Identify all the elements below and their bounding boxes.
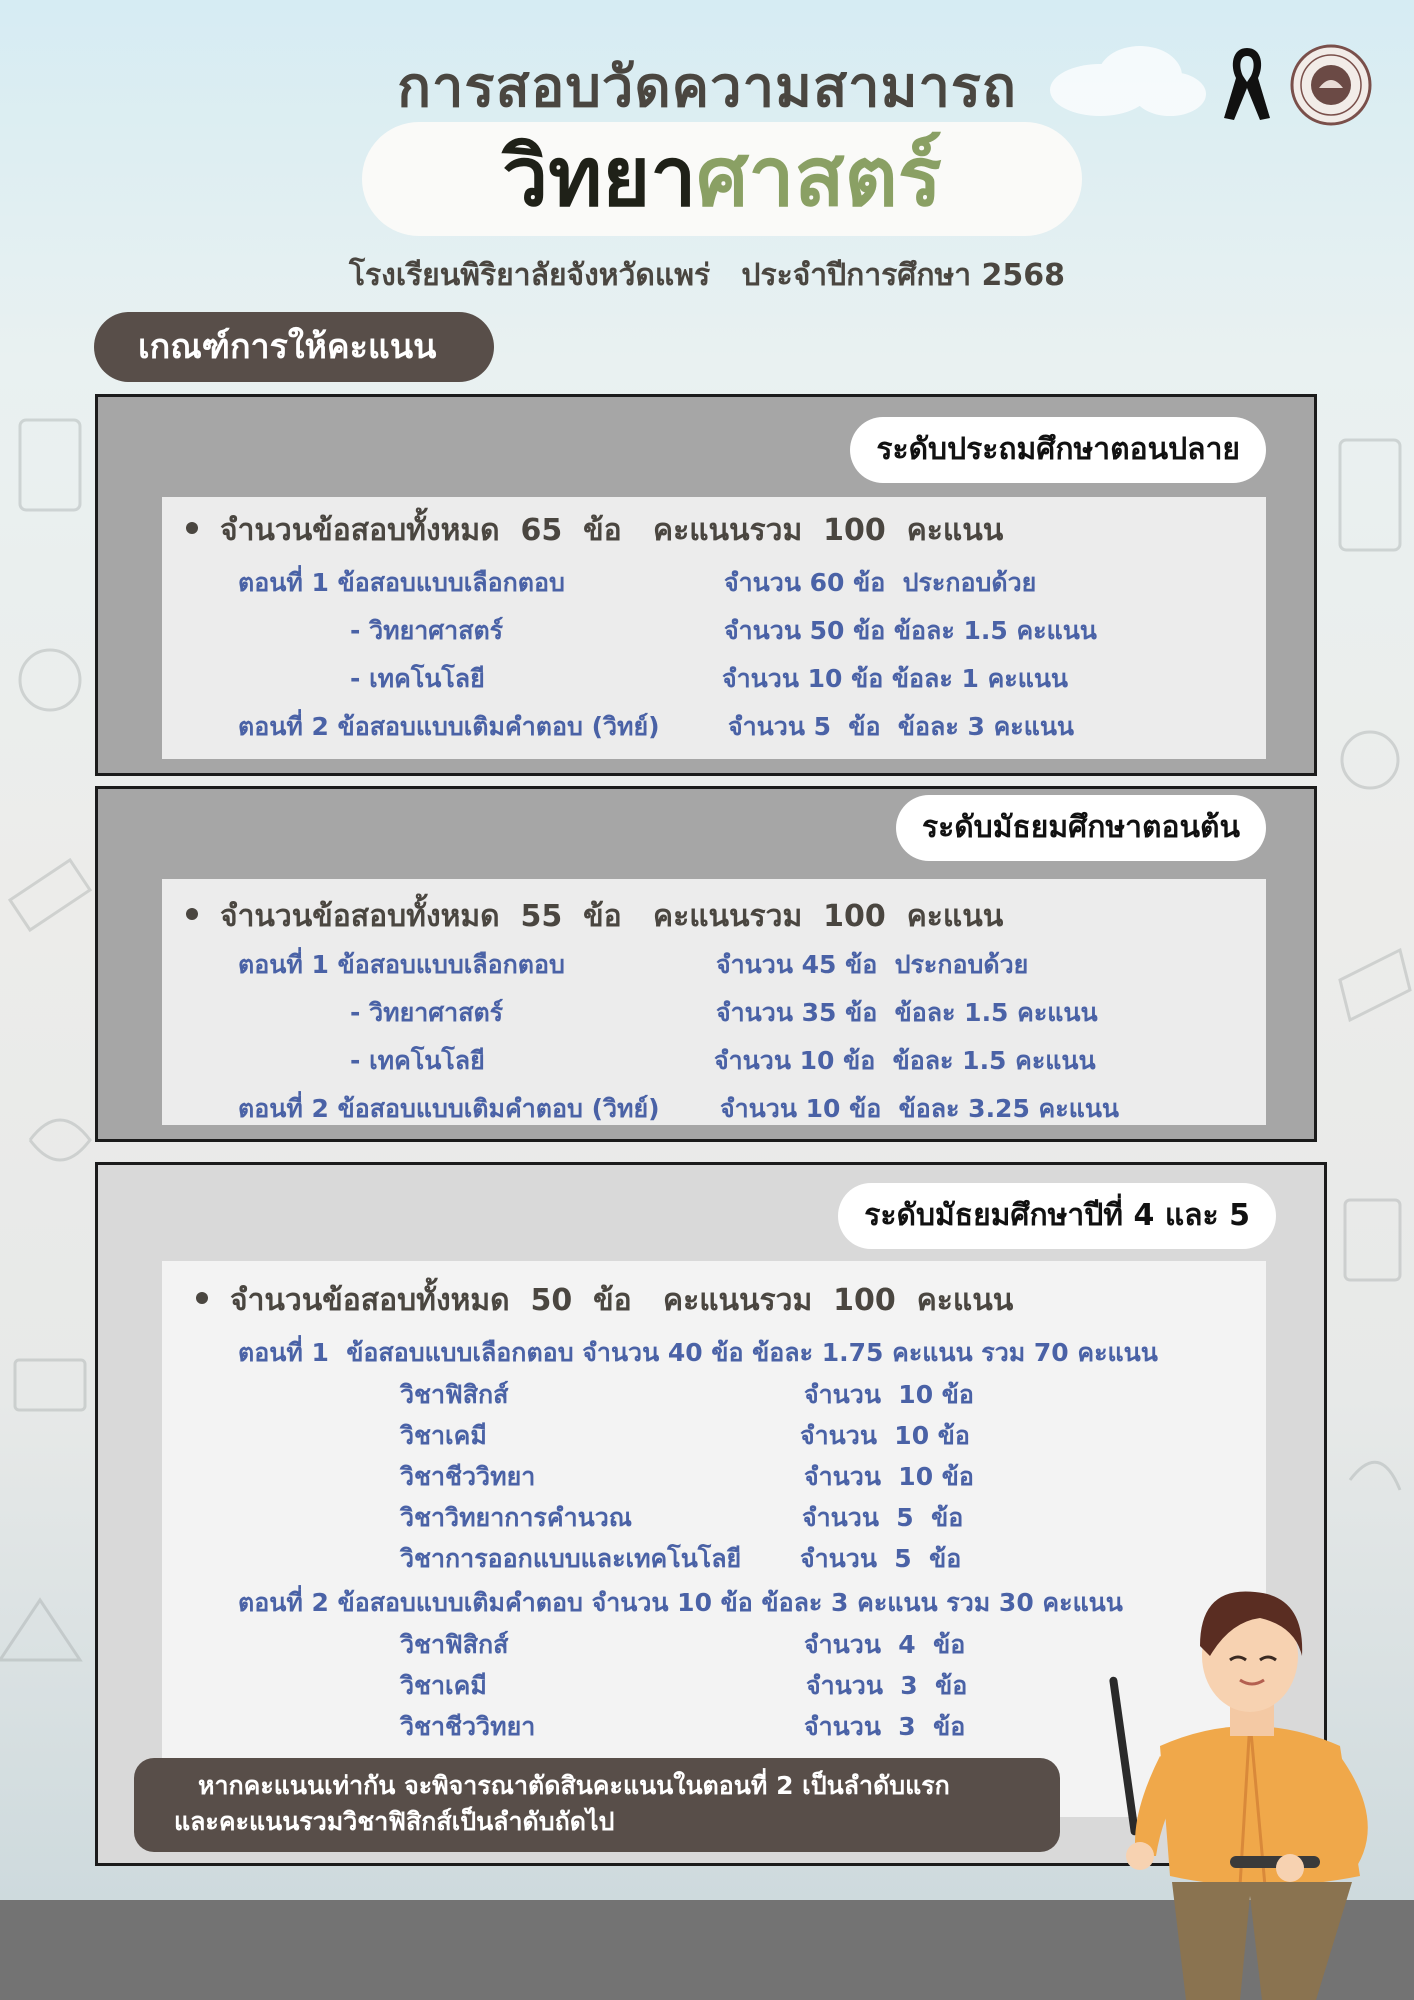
subject-title (362, 128, 1082, 228)
subject-count: จำนวน 10 ข้อ (804, 1380, 974, 1409)
row-label: - เทคโนโลยี (350, 664, 485, 693)
subject-count: จำนวน 5 ข้อ (802, 1503, 964, 1532)
subject-name: วิชาฟิสิกส์ (400, 1380, 509, 1409)
teacher-illustration (1090, 1556, 1414, 2000)
page-title: การสอบวัดความสามารถ (397, 55, 1017, 120)
row-label: ตอนที่ 1 ข้อสอบแบบเลือกตอบ (238, 568, 565, 597)
row-label: ตอนที่ 2 ข้อสอบแบบเติมคำตอบ (วิทย์) (238, 1094, 660, 1123)
panel-primary-upper (95, 394, 1317, 776)
part2-heading: ตอนที่ 2 ข้อสอบแบบเติมคำตอบ จำนวน 10 ข้อ ข้อละ 3 คะแนน รวม 30 คะแนน (238, 1588, 1123, 1617)
school-year-line: โรงเรียนพิริยาลัยจังหวัดแพร่ ประจำปีการศึกษา 2568 (348, 258, 1066, 293)
school-seal-logo (1290, 44, 1372, 126)
subject-name: วิชาชีววิทยา (400, 1712, 536, 1741)
summary-text: จำนวนข้อสอบทั้งหมด 55 ข้อ คะแนนรวม 100 คะแนน (220, 899, 1004, 934)
subject-title-dark: วิทยา (502, 130, 697, 225)
row-label: - วิทยาศาสตร์ (350, 616, 504, 645)
subject-count: จำนวน 3 ข้อ (804, 1712, 966, 1741)
bullet-icon (186, 522, 198, 534)
panel-lower-secondary (95, 786, 1317, 1142)
subject-name: วิชาฟิสิกส์ (400, 1630, 509, 1659)
subject-count: จำนวน 10 ข้อ (800, 1421, 970, 1450)
bullet-icon (186, 908, 198, 920)
black-ribbon-icon (1222, 44, 1272, 122)
row-value: จำนวน 35 ข้อ ข้อละ 1.5 คะแนน (716, 998, 1098, 1027)
subject-count: จำนวน 3 ข้อ (806, 1671, 968, 1700)
criteria-box (162, 879, 1266, 1125)
summary-text: จำนวนข้อสอบทั้งหมด 50 ข้อ คะแนนรวม 100 คะแนน (230, 1283, 1014, 1318)
row-label: ตอนที่ 1 ข้อสอบแบบเลือกตอบ (238, 950, 565, 979)
note-line-1: หากคะแนนเท่ากัน จะพิจารณาตัดสินคะแนนในตอนที่ 2 เป็นลำดับแรก (198, 1771, 950, 1800)
row-label: ตอนที่ 2 ข้อสอบแบบเติมคำตอบ (วิทย์) (238, 712, 660, 741)
subject-name: วิชาชีววิทยา (400, 1462, 536, 1491)
row-value: จำนวน 10 ข้อ ข้อละ 3.25 คะแนน (720, 1094, 1119, 1123)
subject-name: วิชาวิทยาการคำนวณ (400, 1503, 632, 1532)
subject-count: จำนวน 5 ข้อ (800, 1544, 962, 1573)
row-value: จำนวน 50 ข้อ ข้อละ 1.5 คะแนน (724, 616, 1097, 645)
subject-count: จำนวน 10 ข้อ (804, 1462, 974, 1491)
summary-line (196, 1277, 1013, 1324)
row-value: จำนวน 5 ข้อ ข้อละ 3 คะแนน (728, 712, 1075, 741)
row-label: - วิทยาศาสตร์ (350, 998, 504, 1027)
summary-text: จำนวนข้อสอบทั้งหมด 65 ข้อ คะแนนรวม 100 คะแนน (220, 513, 1004, 548)
row-value: จำนวน 10 ข้อ ข้อละ 1 คะแนน (722, 664, 1069, 693)
note-line-2: และคะแนนรวมวิชาฟิสิกส์เป็นลำดับถัดไป (174, 1807, 615, 1836)
summary-line (186, 507, 1003, 554)
row-value: จำนวน 45 ข้อ ประกอบด้วย (716, 950, 1029, 979)
subject-name: วิชาการออกแบบและเทคโนโลยี (400, 1544, 742, 1573)
part1-heading: ตอนที่ 1 ข้อสอบแบบเลือกตอบ จำนวน 40 ข้อ ข้อละ 1.75 คะแนน รวม 70 คะแนน (238, 1338, 1158, 1367)
subject-count: จำนวน 4 ข้อ (804, 1630, 966, 1659)
subject-name: วิชาเคมี (400, 1671, 487, 1700)
row-value: จำนวน 60 ข้อ ประกอบด้วย (724, 568, 1037, 597)
section-label-criteria: เกณฑ์การให้คะแนน (94, 312, 494, 382)
level-badge: ระดับมัธยมศึกษาปีที่ 4 และ 5 (838, 1183, 1276, 1249)
level-badge: ระดับมัธยมศึกษาตอนต้น (896, 795, 1266, 861)
bullet-icon (196, 1292, 208, 1304)
row-label: - เทคโนโลยี (350, 1046, 485, 1075)
tie-break-note (134, 1758, 1060, 1852)
summary-line (186, 893, 1003, 940)
criteria-box (162, 497, 1266, 759)
subject-title-green: ศาสตร์ (696, 130, 942, 225)
subject-name: วิชาเคมี (400, 1421, 487, 1450)
row-value: จำนวน 10 ข้อ ข้อละ 1.5 คะแนน (714, 1046, 1096, 1075)
level-badge: ระดับประถมศึกษาตอนปลาย (850, 417, 1266, 483)
